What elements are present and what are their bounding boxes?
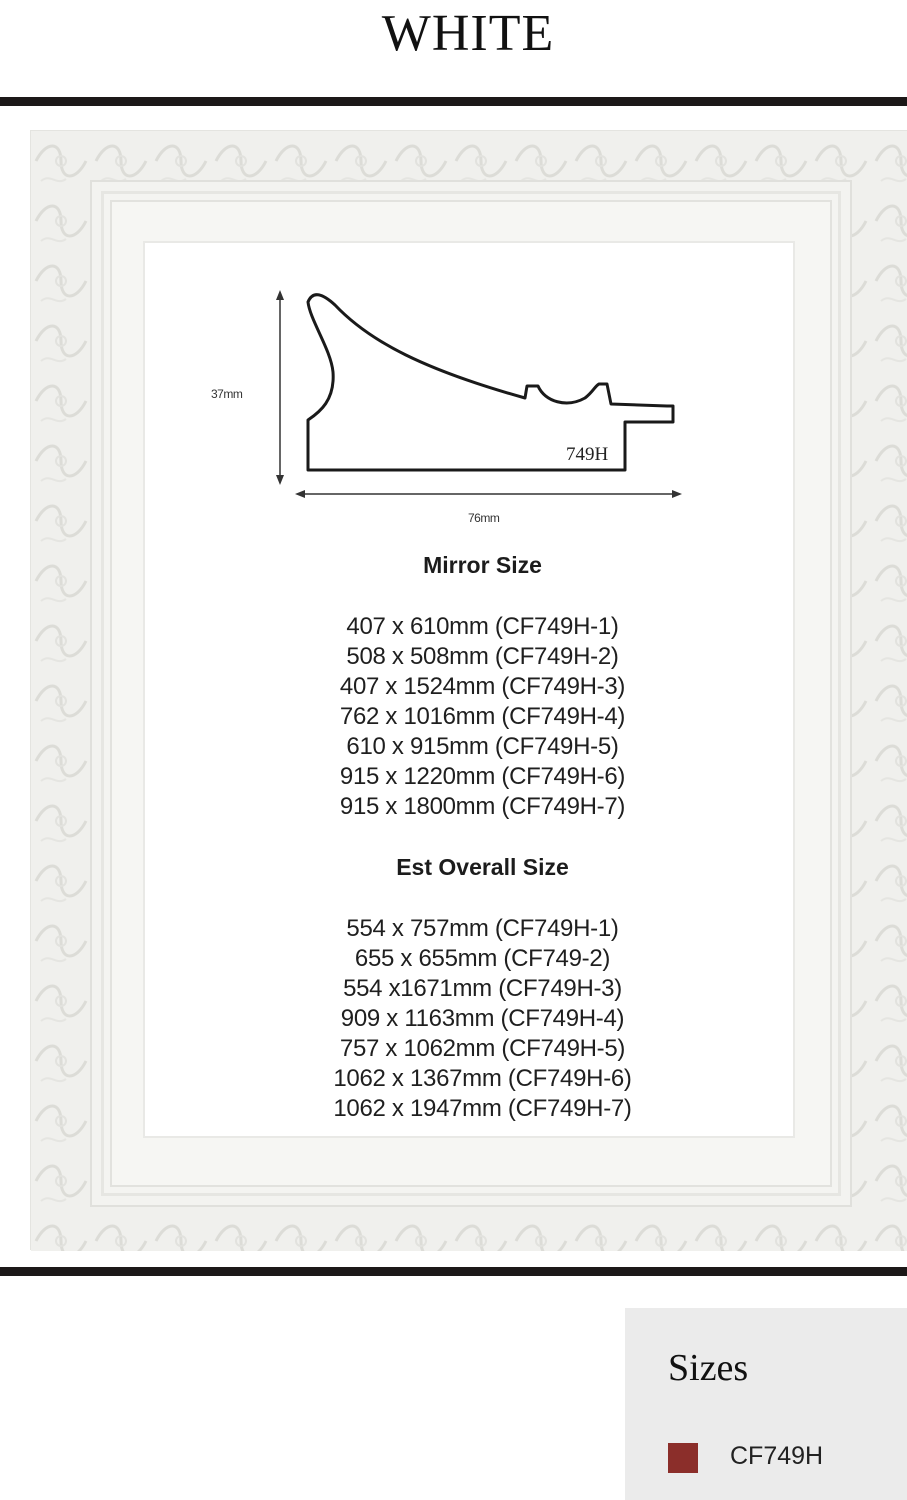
bottom-divider: [0, 1267, 907, 1276]
mirror-size-item: 610 x 915mm (CF749H-5): [346, 733, 619, 760]
product-title: WHITE: [381, 5, 555, 62]
mirror-size-item: 508 x 508mm (CF749H-2): [346, 643, 619, 670]
sizes-title: Sizes: [668, 1347, 749, 1389]
overall-size-item: 554 x1671mm (CF749H-3): [343, 975, 622, 1002]
height-dimension-label: 37mm: [211, 387, 243, 401]
mirror-size-item: 407 x 1524mm (CF749H-3): [339, 673, 626, 700]
mirror-size-item: 762 x 1016mm (CF749H-4): [339, 703, 626, 730]
top-divider: [0, 97, 907, 106]
mirror-size-item: 915 x 1800mm (CF749H-7): [339, 793, 626, 820]
overall-size-item: 909 x 1163mm (CF749H-4): [340, 1005, 625, 1032]
overall-size-item: 1062 x 1367mm (CF749H-6): [333, 1065, 632, 1092]
profile-code-label: 749H: [566, 444, 609, 465]
overall-size-item: 757 x 1062mm (CF749H-5): [339, 1035, 626, 1062]
size-option-cf749h[interactable]: [668, 1440, 888, 1476]
size-option-label: CF749H: [730, 1442, 824, 1470]
width-dimension-label: 76mm: [468, 511, 500, 525]
mirror-size-list: [145, 612, 820, 822]
overall-size-heading: Est Overall Size: [396, 854, 569, 880]
moulding-profile-diagram: [195, 280, 695, 530]
overall-size-item: 1062 x 1947mm (CF749H-7): [333, 1095, 632, 1122]
overall-size-list: [145, 914, 820, 1124]
overall-size-item: 554 x 757mm (CF749H-1): [346, 915, 619, 942]
sizes-panel: [625, 1308, 907, 1500]
mirror-size-heading: Mirror Size: [423, 552, 542, 578]
mirror-size-item: 915 x 1220mm (CF749H-6): [339, 763, 626, 790]
color-swatch[interactable]: [668, 1443, 698, 1473]
overall-size-item: 655 x 655mm (CF749-2): [354, 945, 611, 972]
mirror-size-item: 407 x 610mm (CF749H-1): [346, 613, 619, 640]
